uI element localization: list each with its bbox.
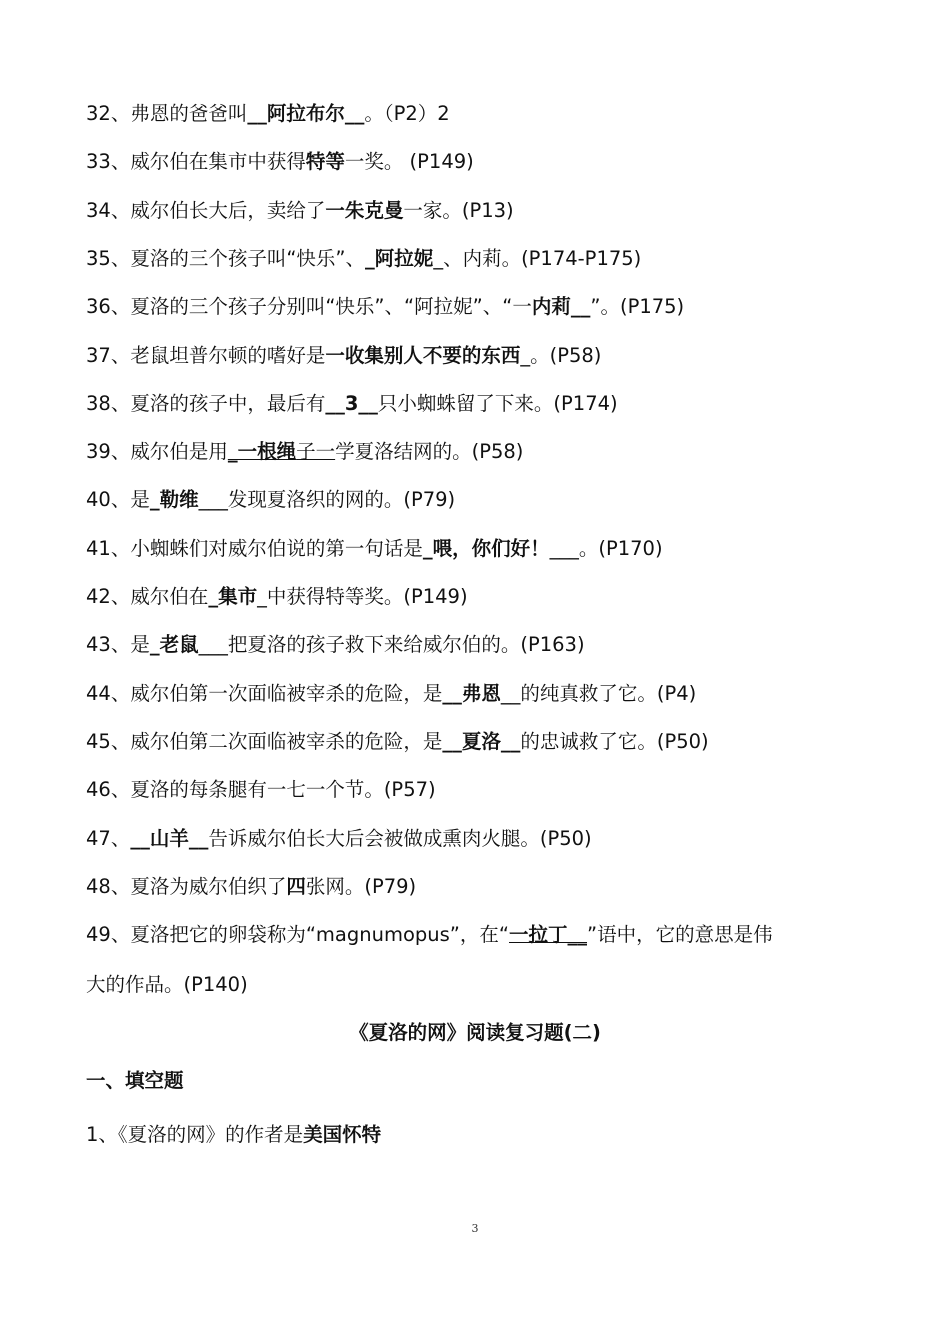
question-text: 的忠诚救了它。(P50): [520, 729, 709, 753]
question-text: _。(P58): [520, 343, 602, 367]
question-42: [86, 583, 886, 611]
question-text: __的纯真救了它。(P4): [500, 681, 697, 705]
question-text: 子一: [296, 440, 336, 464]
question-number: 46: [86, 778, 111, 802]
question-text: ”。(P175): [590, 295, 685, 319]
page-number: 3: [471, 1222, 479, 1235]
answer-text: __3__: [325, 391, 378, 415]
question-text: 、威尔伯是用: [110, 440, 228, 464]
question-text: 、老鼠坦普尔顿的嗜好是: [110, 343, 326, 367]
question-text: _、内莉。(P174-P175): [433, 246, 642, 270]
question-number: 38: [86, 391, 111, 415]
question-number: 37: [86, 343, 111, 367]
answer-text: 一朱克曼: [325, 198, 404, 222]
question-number: 42: [86, 585, 111, 608]
question-33: [86, 148, 886, 176]
section-title: 《夏洛的网》阅读复习题(二): [349, 1021, 601, 1044]
fill-blank-item-1: [86, 1121, 886, 1149]
question-text: 只小蜘蛛留了下来。(P174): [377, 391, 618, 415]
question-34: [86, 197, 886, 225]
answer-text: _阿拉妮: [365, 246, 434, 270]
question-text: 、威尔伯在集市中获得: [110, 150, 306, 174]
question-number: 45: [86, 729, 111, 753]
question-text: 一家。(P13): [403, 198, 514, 222]
question-text: 一奖。 (P149): [344, 150, 474, 174]
answer-text: _勒维: [149, 488, 199, 512]
question-number: 49: [86, 923, 111, 947]
question-text: 、小蜘蛛们对威尔伯说的第一句话是: [110, 536, 423, 560]
answer-text: _一根绳: [227, 440, 297, 464]
answer-text: 四: [286, 874, 306, 898]
question-text: 、是: [110, 633, 150, 657]
question-text: ___发现夏洛织的网的。(P79): [198, 488, 456, 512]
question-number: 48: [86, 874, 111, 898]
question-text: 告诉威尔伯长大后会被做成熏肉火腿。(P50): [208, 826, 592, 850]
item-prefix: 1、《夏洛的网》的作者是: [86, 1123, 304, 1146]
question-36: [86, 293, 886, 321]
question-46: [86, 776, 886, 804]
question-number: 40: [86, 488, 111, 512]
question-text: ___。(P170): [549, 536, 663, 560]
answer-text: _喂，你们好！: [422, 536, 550, 560]
answer-text: 一拉丁__: [509, 923, 588, 947]
question-number: 33: [86, 150, 111, 174]
answer-text: 内莉__: [531, 295, 591, 319]
question-47: [86, 825, 886, 853]
question-44: [86, 680, 886, 708]
question-number: 44: [86, 681, 111, 705]
question-text: 、是: [110, 488, 150, 512]
section-heading: 一、填空题: [86, 1069, 184, 1092]
answer-text: __弗恩: [442, 681, 501, 705]
answer-text: _老鼠: [149, 633, 199, 657]
question-32: [86, 100, 886, 128]
question-number: 32: [86, 102, 111, 125]
answer-text: __山羊__: [130, 826, 209, 850]
question-text: 、夏洛的每条腿有一七一个节。(P57): [110, 778, 436, 802]
item-answer: 美国怀特: [303, 1123, 382, 1146]
question-37: [86, 342, 886, 370]
question-number: 39: [86, 440, 111, 464]
question-text: 、威尔伯在: [110, 585, 209, 608]
question-number: 36: [86, 295, 111, 319]
question-text: ”语中，它的意思是伟: [587, 923, 773, 947]
question-number: 47: [86, 826, 111, 850]
answer-text: 一收集别人不要的东西: [325, 343, 521, 367]
question-43: [86, 631, 886, 659]
question-text: 、夏洛的三个孩子分别叫“快乐”、“阿拉妮”、“一: [110, 295, 532, 319]
question-text: 、夏洛的孩子中，最后有: [110, 391, 326, 415]
answer-text: _集市: [208, 585, 258, 608]
question-number: 43: [86, 633, 111, 657]
question-text: 、威尔伯第二次面临被宰杀的危险，是: [110, 729, 443, 753]
question-39: [86, 438, 886, 466]
question-text: ___把夏洛的孩子救下来给威尔伯的。(P163): [198, 633, 585, 657]
answer-text: __阿拉布尔__: [247, 102, 365, 125]
question-number: 34: [86, 198, 111, 222]
question-text: 学夏洛结网的。(P58): [335, 440, 524, 464]
question-38: [86, 390, 886, 418]
question-number: 41: [86, 536, 111, 560]
question-45: [86, 728, 886, 756]
question-41: [86, 535, 886, 563]
question-text: 、夏洛把它的卵袋称为“magnumopus”，在“: [110, 923, 509, 947]
question-number: 35: [86, 246, 111, 270]
question-text: _中获得特等奖。(P149): [257, 585, 468, 608]
question-text: 、夏洛为威尔伯织了: [110, 874, 287, 898]
question-text: 、: [110, 826, 131, 850]
question-text: 、夏洛的三个孩子叫“快乐”、: [110, 246, 366, 270]
answer-text: __夏洛__: [442, 729, 521, 753]
answer-text: 特等: [305, 150, 345, 174]
question-text: 、弗恩的爸爸叫: [110, 102, 248, 125]
question-text: 、威尔伯第一次面临被宰杀的危险，是: [110, 681, 443, 705]
question-40: [86, 486, 886, 514]
question-text: 。（P2）2: [364, 102, 450, 125]
question-49-continuation: 大的作品。(P140): [86, 973, 248, 996]
question-text: 、威尔伯长大后，卖给了: [110, 198, 326, 222]
question-text: 张网。(P79): [305, 874, 417, 898]
question-48: [86, 873, 886, 901]
question-49: [86, 921, 886, 949]
question-35: [86, 245, 886, 273]
